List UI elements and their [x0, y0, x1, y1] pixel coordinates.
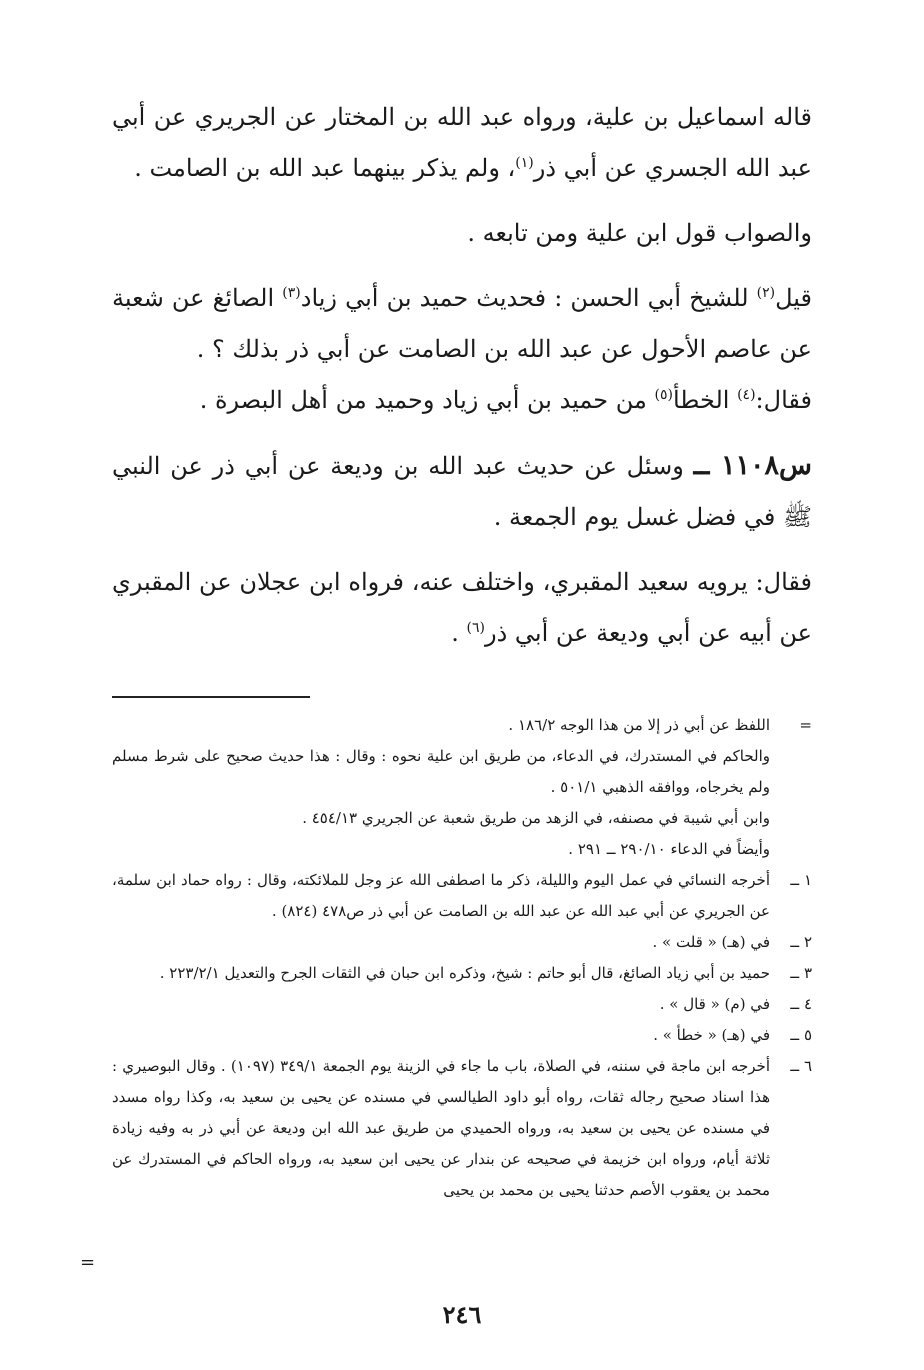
footnote-text: في (م) « قال » . [659, 995, 770, 1013]
main-text [112, 92, 812, 659]
footnote-marker: ٣ ــ [790, 964, 812, 982]
footnote-1 [112, 865, 812, 927]
footnote-ref-3[interactable]: (٣) [282, 285, 301, 301]
footnote-3 [112, 958, 812, 989]
continuation-line: وأيضاً في الدعاء ٢٩٠/١٠ ــ ٢٩١ . [568, 840, 770, 858]
footnote-marker: ٤ ــ [790, 995, 812, 1013]
footnote-text: أخرجه ابن ماجة في سننه، في الصلاة، باب ما جاء في الزينة يوم الجمعة ٣٤٩/١ (١٠٩٧) . وقال البوصيري : هذا اسناد صحيح رجاله ثقات، رواه أبو داود الطيالسي في مسنده عن يحيى بن سعيد به، وكذا رواه مسدد في مسنده عن يحيى بن سعيد به، ورواه الحميدي من طريق عبد الله ابن وديعة عن أبي ذر به وفيه زيادة ثلاثة أيام، ورواه ابن خزيمة في صحيحه عن بندار عن يحيى ابن سعيد به، ورواه الحاكم في المستدرك عن محمد بن يعقوب الأصم حدثنا يحيى بن محمد بن يحيى [112, 1057, 770, 1199]
paragraph-3: قيل$^{(٢)}$ للشيخ أبي الحسن : فحديث حميد بن أبي زياد$^{(٣)}$ الصائغ عن شعبة عن عاصم الأحول عن عبد الله بن الصامت عن أبي ذر بذلك ؟ . [112, 284, 812, 363]
paragraph-1: قاله اسماعيل بن علية، ورواه عبد الله بن المختار عن الجريري عن أبي عبد الله الجسري عن أبي ذر$^{(١)}$، ولم يذكر بينهما عبد الله بن الصامت . [112, 103, 812, 182]
continuation-line: وابن أبي شيبة في مصنفه، في الزهد من طريق شعبة عن الجريري ٤٥٤/١٣ . [302, 809, 770, 827]
footnote-ref-5[interactable]: (٥) [654, 387, 673, 403]
page-number: ٢٤٦ [442, 1300, 482, 1329]
footnote-6 [112, 1051, 812, 1206]
footnote-marker: ٦ ــ [790, 1057, 812, 1075]
footnote-separator [112, 696, 310, 698]
footnotes [112, 710, 812, 1206]
footnote-ref-4[interactable]: (٤) [737, 387, 756, 403]
footnote-ref-1[interactable]: (١) [515, 155, 534, 171]
question-number: س١١٠٨ ــ [693, 450, 812, 481]
footnote-text: أخرجه النسائي في عمل اليوم والليلة، ذكر ما اصطفى الله عز وجل للملائكته، وقال : رواه حماد ابن سلمة، عن الجريري عن أبي عبد الله عن عبد الله بن الصامت عن أبي ذر ص٤٧٨ (٨٢٤) . [112, 871, 770, 920]
footnote-5 [112, 1020, 812, 1051]
footnote-marker: ١ ــ [790, 871, 812, 889]
footnote-marker: ٢ ــ [790, 933, 812, 951]
footnote-marker: ٥ ــ [790, 1026, 812, 1044]
continues-marker: = [80, 1252, 96, 1273]
question-1108: س١١٠٨ ــ وسئل عن حديث عبد الله بن وديعة عن أبي ذر عن النبي ﷺ في فضل غسل يوم الجمعة . [112, 450, 812, 531]
footnote-text: في (هـ) « خطأ » . [653, 1026, 770, 1044]
footnote-2 [112, 927, 812, 958]
continuation-line: اللفظ عن أبي ذر إلا من هذا الوجه ١٨٦/٢ . [508, 716, 770, 734]
footnote-continuation [112, 710, 812, 865]
continuation-line: والحاكم في المستدرك، في الدعاء، من طريق ابن علية نحوه : وقال : هذا حديث صحيح على شرط مسلم ولم يخرجاه، ووافقه الذهبي ٥٠١/١ . [112, 747, 770, 796]
footnote-ref-2[interactable]: (٢) [756, 285, 776, 301]
footnote-text: في (هـ) « قلت » . [652, 933, 770, 951]
continuation-marker: = [799, 716, 812, 734]
paragraph-4: فقال:$^{(٤)}$ الخطأ$^{(٥)}$ من حميد بن أبي زياد وحميد من أهل البصرة . [199, 386, 812, 414]
footnote-ref-6[interactable]: (٦) [466, 620, 485, 636]
footnote-text: حميد بن أبي زياد الصائغ، قال أبو حاتم : شيخ، وذكره ابن حبان في الثقات الجرح والتعديل ٢٢٣/٢/١ . [159, 964, 770, 982]
footnote-4 [112, 989, 812, 1020]
answer-paragraph: فقال: يرويه سعيد المقبري، واختلف عنه، فرواه ابن عجلان عن المقبري عن أبيه عن أبي وديعة عن أبي ذر$^{(٦)}$ . [112, 568, 812, 647]
paragraph-2: والصواب قول ابن علية ومن تابعه . [467, 219, 812, 247]
